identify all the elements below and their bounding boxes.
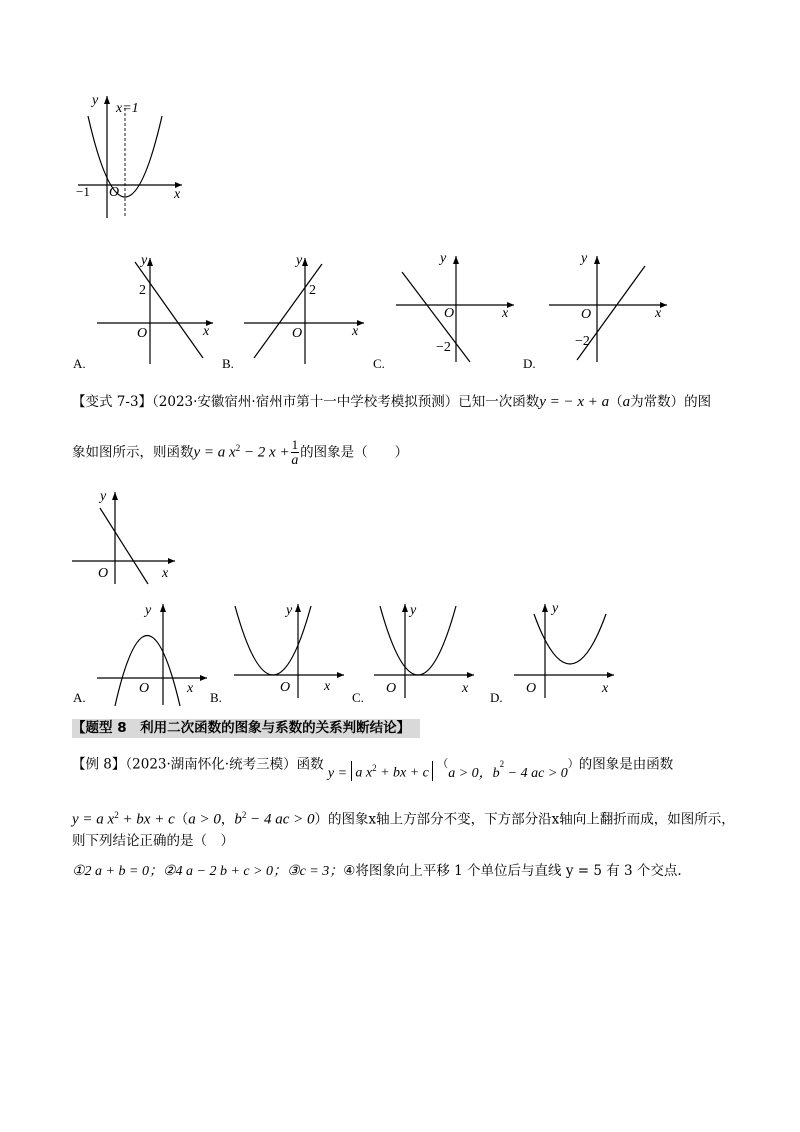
option-d-label: D. [523, 356, 536, 371]
x-arrow [337, 672, 344, 678]
intercept-label: −2 [436, 340, 451, 355]
y-label: y [581, 251, 588, 266]
option-a-parabola [95, 600, 210, 710]
condition: a > 0，b [448, 765, 500, 781]
origin-label: O [139, 681, 150, 696]
origin-label: O [444, 306, 455, 321]
y-arrow [147, 258, 153, 266]
intercept-label: 2 [139, 283, 146, 298]
conclusion-3: ③c = 3； [287, 864, 344, 879]
example-line-2: y = a $x^2$ + bx + c（a > 0，$b^2 - 4$ ac > 0）的图象x轴上方部分不变，下方部分沿x轴向上翻折而成，如图所示， [72, 810, 735, 828]
abs-function: a $x^2$ + bx + c [351, 761, 433, 781]
y-label: y [410, 603, 417, 618]
figure-linear-decreasing [70, 486, 180, 586]
x-label: x [324, 679, 331, 694]
y-label: y [141, 253, 148, 268]
x-arrow [467, 672, 474, 678]
variant-text: 已知一次函数 [458, 394, 540, 410]
y-arrow [594, 256, 600, 264]
option-a-label: A. [73, 356, 86, 371]
conclusion-2: ②4 a − 2 b + c > 0； [162, 864, 288, 879]
conclusion-1: ①2 a + b = 0； [72, 864, 163, 879]
y-label: y [92, 93, 99, 108]
example-text-end: 的图象是由函数 [578, 756, 674, 773]
x-arrow [607, 672, 614, 678]
example-text: 函数 [296, 756, 324, 773]
y-label: y [552, 601, 559, 616]
x-label: x [655, 306, 662, 321]
line-graph [254, 264, 322, 358]
x-label: x [352, 324, 359, 339]
y-label: y [145, 603, 152, 618]
option-b-parabola [232, 600, 347, 700]
x-label: x [462, 681, 469, 696]
y-label: y [100, 489, 107, 504]
y-arrow [542, 604, 548, 612]
origin-label: O [98, 566, 109, 581]
variant-text-tail: 为常数）的图 [630, 394, 712, 410]
y-arrow [453, 256, 459, 264]
cond-a: a > 0 [188, 811, 221, 828]
neg-one-label: −1 [76, 184, 90, 199]
option-b-label-2: B. [210, 690, 222, 705]
param-a: a [622, 394, 631, 410]
parabola-curve [380, 606, 456, 675]
origin-label: O [526, 681, 537, 696]
variant-tag: 【变式 7-3】 [72, 394, 153, 410]
condition-tail: − 4 ac > 0 [504, 765, 568, 781]
option-d-line-graph [545, 250, 670, 365]
x-label: x [502, 306, 509, 321]
option-d-label-2: D. [490, 690, 503, 705]
example-tag: 【例 8】 [72, 756, 126, 773]
parabola-curve [235, 606, 311, 675]
y-label: y [286, 603, 293, 618]
intercept-label: 2 [309, 283, 316, 298]
example-line-1: 【例 8】（2023·湖南怀化·统考三模）函数 y = a $x^2$ + bx + c （a > 0，$b^2 - 4$ ac > 0）的图象是由函数 [72, 756, 674, 781]
quadratic-function-tail: − 2 x + [240, 444, 290, 461]
origin-label: O [137, 326, 148, 341]
example-source: （2023·湖南怀化·统考三模） [125, 756, 297, 773]
option-b-label: B. [222, 356, 234, 371]
section-heading: 【题型 8 利用二次函数的图象与系数的关系判断结论】 [72, 719, 420, 738]
y-arrow [160, 604, 166, 612]
example-conclusions [72, 861, 682, 882]
axis-label: x=1 [116, 101, 139, 116]
source-function-tail: + bx + c [118, 811, 175, 828]
option-b-line-graph [242, 252, 367, 367]
conclusion-4: ④将图象向上平移 1 个单位后与直线 y = 5 有 3 个交点. [343, 863, 682, 879]
y-arrow [402, 604, 408, 612]
variant-source: （2023·安徽宿州·宿州市第十一中学校考模拟预测） [152, 394, 459, 410]
origin-label: O [581, 307, 592, 322]
example-description: 的图象x轴上方部分不变，下方部分沿x轴向上翻折而成，如图所示， [328, 811, 735, 828]
x-arrow [200, 675, 207, 681]
y-arrow [302, 258, 308, 266]
variant-line-2: 象如图所示，则函数y = a $x^2 - 2$ x + $\frac{1}{a}$ 的图象是（ ） [72, 437, 409, 468]
y-arrow [112, 492, 118, 500]
origin-label: O [109, 185, 120, 200]
line-graph [135, 262, 203, 358]
y-arrow [104, 96, 110, 104]
example-line-3: 则下列结论正确的是（ ） [72, 833, 234, 849]
option-a-label-2: A. [73, 690, 86, 705]
option-a-line-graph [95, 252, 215, 367]
y-label: y [296, 253, 303, 268]
y-label: y [440, 251, 447, 266]
origin-label: O [386, 681, 397, 696]
cond-b: b [234, 811, 242, 828]
paren: （ [609, 394, 623, 410]
source-function: y = a x [72, 811, 115, 828]
option-c-line-graph [392, 250, 517, 365]
intercept-label: −2 [575, 334, 590, 349]
option-c-label-2: C. [352, 690, 364, 705]
option-c-label: C. [373, 356, 385, 371]
x-label: x [602, 681, 609, 696]
x-label: x [174, 187, 181, 202]
x-label: x [162, 566, 169, 581]
fraction-one-over-a: $\frac{1}{a}$ [291, 437, 299, 468]
x-label: x [187, 681, 194, 696]
x-label: x [203, 324, 210, 339]
linear-function: y = − x + a [539, 394, 610, 410]
variant-question: 的图象是（ ） [300, 444, 409, 461]
origin-label: O [292, 326, 303, 341]
y-arrow [295, 604, 301, 612]
option-d-parabola [512, 600, 627, 700]
quadratic-function: y = a x [193, 444, 236, 461]
cond-b-tail: − 4 ac > 0 [246, 811, 315, 828]
variant-line-1 [72, 392, 711, 412]
figure-parabola-axis [70, 88, 190, 223]
x-arrow [168, 558, 175, 564]
origin-label: O [280, 680, 291, 695]
option-c-parabola [372, 600, 487, 700]
variant-text-2: 象如图所示，则函数 [72, 444, 194, 461]
